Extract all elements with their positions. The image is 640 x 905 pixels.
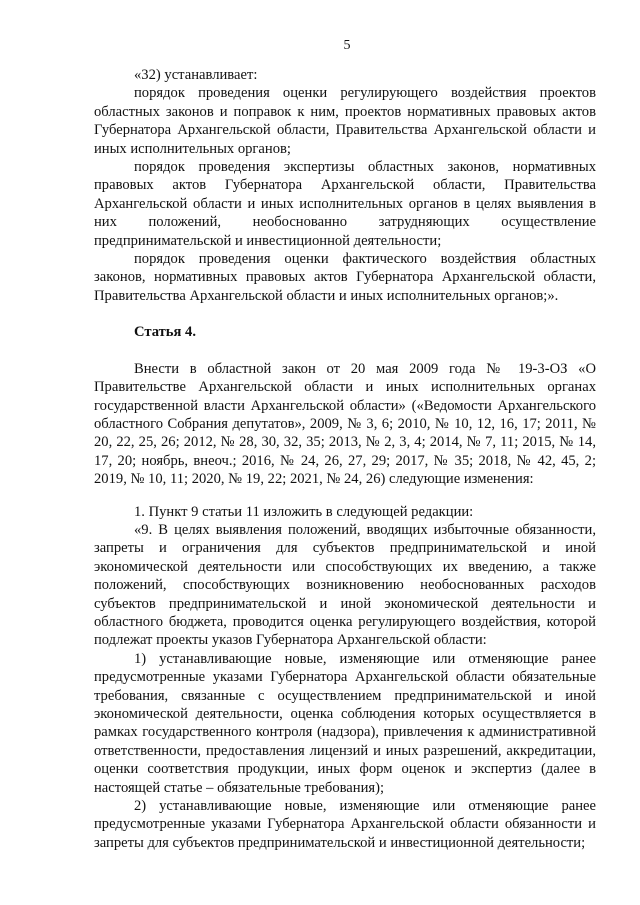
intro-paragraph: Внести в областной закон от 20 мая 2009 года № 19-3-ОЗ «О Правительстве Архангельской области и иных исполнительных органах государственной власти Архангельской области» («Ведомости Архангельского областного Собрания депутатов», 2009, № 3, 6; 2010, № 10, 12, 16, 17; 2011, № 20, 22, 25, 26; 2012, № 28, 30, 32, 35; 2013, № 2, 3, 4; 2014, № 7, 11; 2015, № 14, 17, 20; ноябрь, внеоч.; 2016, № 24, 26, 27, 29; 2017, № 35; 2018, № 42, 45, 2; 2019, № 10, 11; 2020, № 19, 22; 2021, № 24, 26) следующие изменения: xyxy=(94,360,596,488)
paragraph: порядок проведения экспертизы областных законов, нормативных правовых актов Губернатора Архангельской области, Правительства Архангельской области и иных исполнительных органов в целях выявления в них положений, необоснованно затрудняющих осуществление предпринимательской и инвестиционной деятельности; xyxy=(94,159,596,249)
paragraph: 1) устанавливающие новые, изменяющие или отменяющие ранее предусмотренные указами Губернатора Архангельской области обязательные требования, связанные с осуществлением предпринимательской и иной экономической деятельности, оценка соблюдения которых осуществляется в рамках государственного контроля (надзора), привлечения к административной ответственности, предоставления лицензий и иных разрешений, аккредитации, оценки соответствия продукции, иных форм оценок и экспертиз (далее в настоящей статье – обязательные требования); xyxy=(94,650,596,796)
page-number: 5 xyxy=(343,38,351,53)
paragraph: порядок проведения оценки фактического воздействия областных законов, нормативных правовых актов Губернатора Архангельской области, Правительства Архангельской области и иных исполнительных органов;». xyxy=(94,251,596,304)
paragraph: порядок проведения оценки регулирующего воздействия проектов областных законов и поправок к ним, проектов нормативных правовых актов Губернатора Архангельской области, Правительства Архангельской области и иных исполнительных органов; xyxy=(94,85,596,157)
paragraph: «32) устанавливает: xyxy=(134,67,258,83)
article-heading: Статья 4. xyxy=(134,324,196,341)
paragraph: 2) устанавливающие новые, изменяющие или отменяющие ранее предусмотренные указами Губернатора Архангельской области обязанности и запреты для субъектов предпринимательской и инвестиционной деятельности; xyxy=(94,798,596,851)
point-heading: 1. Пункт 9 статьи 11 изложить в следующей редакции: xyxy=(134,503,474,520)
paragraph: «9. В целях выявления положений, вводящих избыточные обязанности, запреты и ограничения для субъектов предпринимательской и иной экономической деятельности или способствующих их введению, а также положений, способствующих возникновению необоснованных расходов субъектов предпринимательской и иной экономической деятельности и областного бюджета, проводится оценка регулирующего воздействия, которой подлежат проекты указов Губернатора Архангельской области: xyxy=(94,521,596,649)
